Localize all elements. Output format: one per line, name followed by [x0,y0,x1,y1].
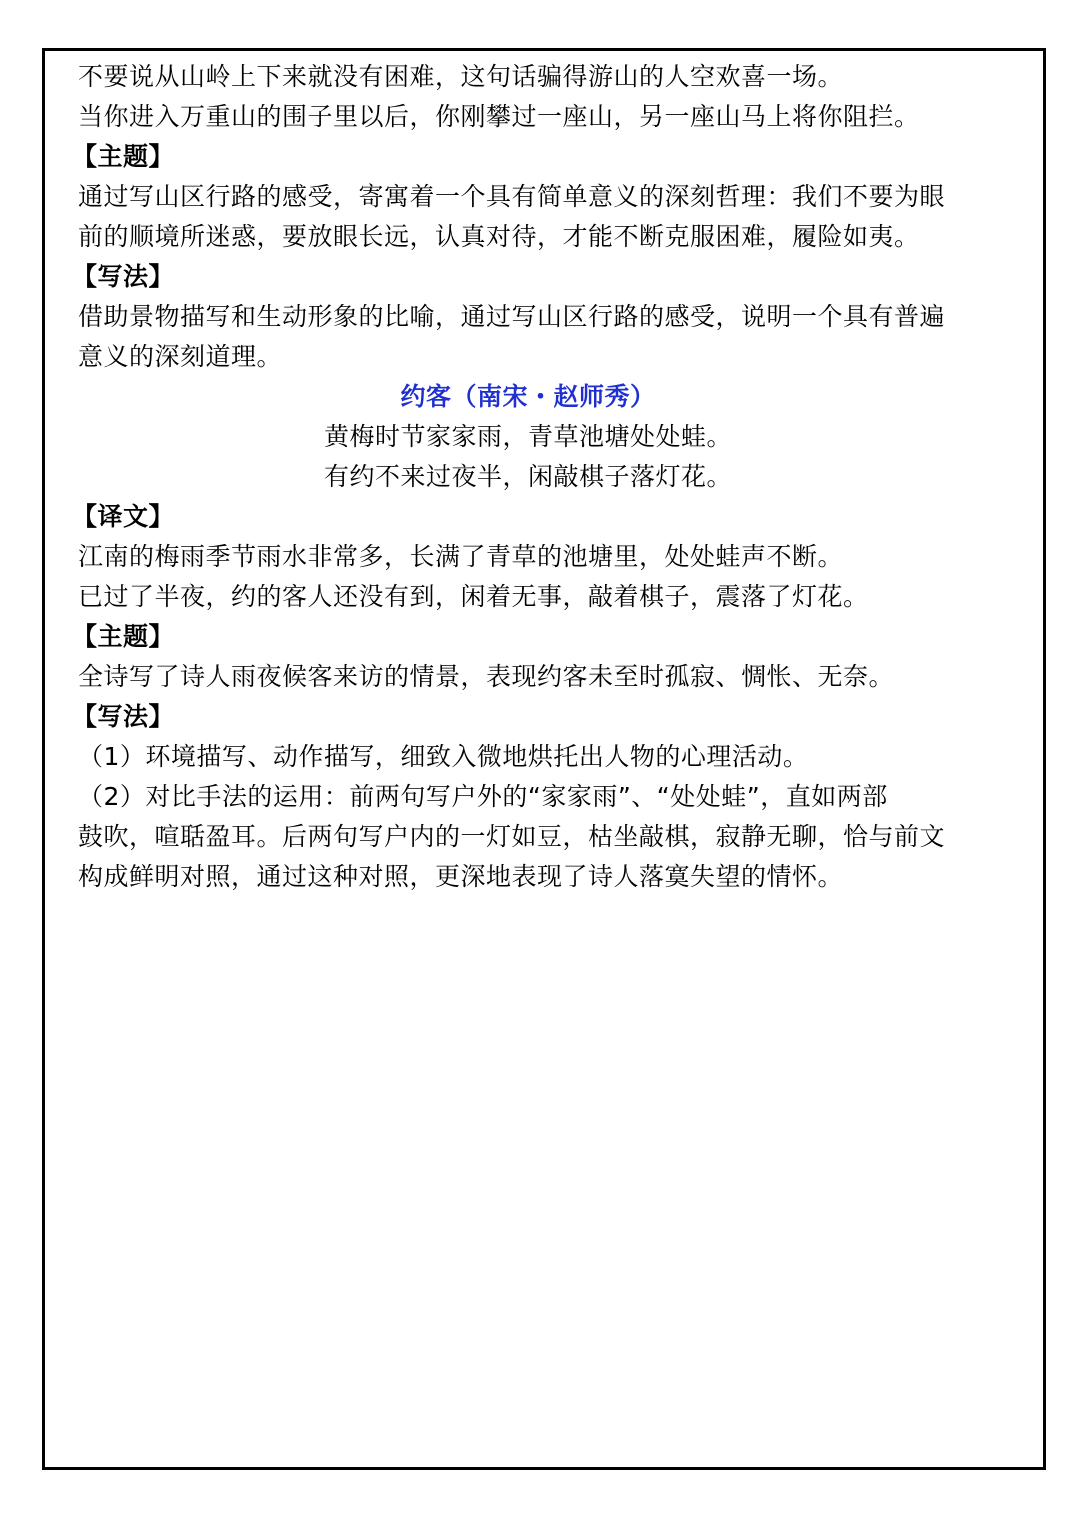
document-body [72,57,1018,897]
section-heading-method: 【写法】 [72,262,175,291]
text-line: 通过写山区行路的感受，寄寓着一个具有简单意义的深刻哲理：我们不要为眼 [78,182,946,211]
text-line: 借助景物描写和生动形象的比喻，通过写山区行路的感受，说明一个具有普遍 [78,302,946,331]
poem-line: 有约不来过夜半，闲敲棋子落灯花。 [323,462,732,491]
text-line: 不要说从山岭上下来就没有困难，这句话骗得游山的人空欢喜一场。 [78,62,844,91]
section-heading-translation: 【译文】 [72,502,175,531]
section-heading-theme: 【主题】 [72,142,175,171]
text-line: 前的顺境所迷惑，要放眼长远，认真对待，才能不断克服困难，履险如夷。 [78,222,920,251]
section-heading-theme: 【主题】 [72,622,175,651]
text-line: （1）环境描写、动作描写，细致入微地烘托出人物的心理活动。 [78,742,809,771]
text-line: 意义的深刻道理。 [78,342,283,371]
text-line: （2）对比手法的运用：前两句写户外的“家家雨”、“处处蛙”，直如两部 [78,782,888,811]
section-heading-method: 【写法】 [72,702,175,731]
text-line: 构成鲜明对照，通过这种对照，更深地表现了诗人落寞失望的情怀。 [78,862,844,891]
text-line: 当你进入万重山的围子里以后，你刚攀过一座山，另一座山马上将你阻拦。 [78,102,920,131]
poem-line: 黄梅时节家家雨，青草池塘处处蛙。 [323,422,732,451]
text-line: 已过了半夜，约的客人还没有到，闲着无事，敲着棋子，震落了灯花。 [78,582,869,611]
text-line: 江南的梅雨季节雨水非常多，长满了青草的池塘里，处处蛙声不断。 [78,542,844,571]
text-line: 鼓吹，喧聒盈耳。后两句写户内的一灯如豆，枯坐敲棋，寂静无聊，恰与前文 [78,822,946,851]
poem-title: 约客（南宋・赵师秀） [400,382,656,411]
text-line: 全诗写了诗人雨夜候客来访的情景，表现约客未至时孤寂、惆怅、无奈。 [78,662,895,691]
